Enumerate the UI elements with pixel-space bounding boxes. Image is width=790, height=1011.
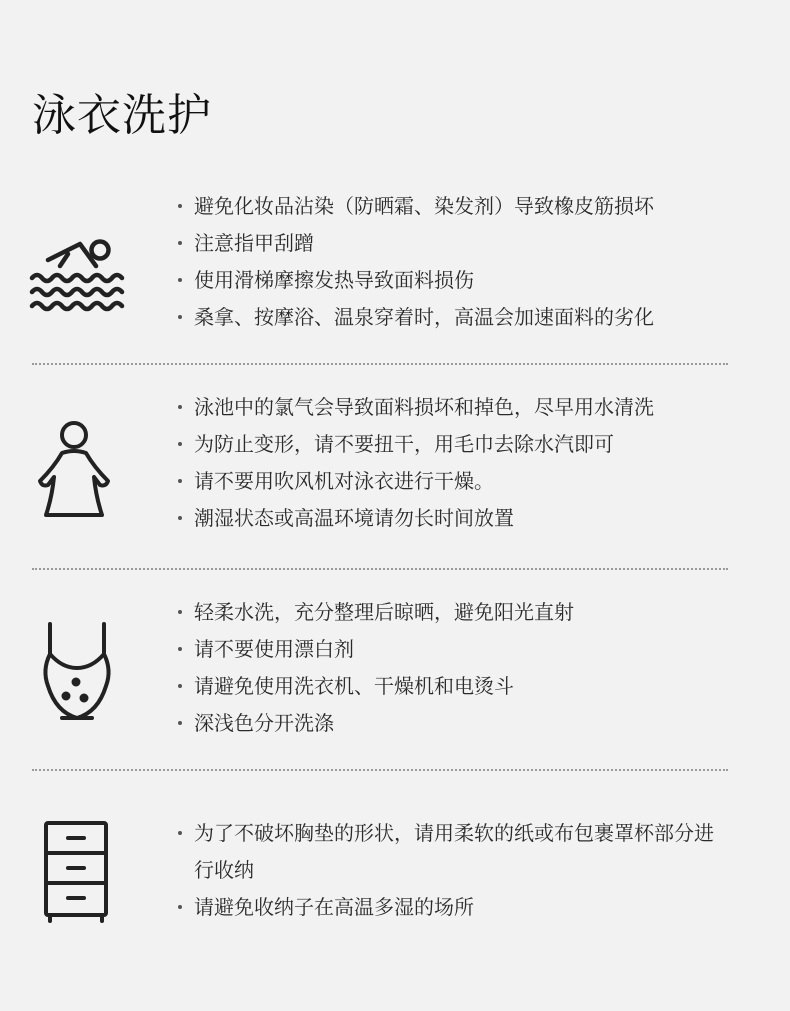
list-item: 桑拿、按摩浴、温泉穿着时，高温会加速面料的劣化 — [178, 299, 758, 336]
dotted-divider — [32, 363, 728, 365]
care-list — [178, 594, 758, 742]
list-item: 轻柔水洗，充分整理后晾晒，避免阳光直射 — [178, 594, 758, 631]
dotted-divider — [32, 568, 728, 570]
swimmer-icon — [22, 208, 132, 318]
list-item: 请不要用吹风机对泳衣进行干燥。 — [178, 463, 758, 500]
care-list — [178, 815, 758, 926]
drawer-cabinet-icon — [22, 817, 132, 927]
person-icon — [22, 411, 132, 521]
swimsuit-icon — [22, 614, 132, 724]
list-item: 潮湿状态或高温环境请勿长时间放置 — [178, 500, 758, 537]
list-item: 请避免收纳子在高温多湿的场所 — [178, 889, 758, 926]
list-item: 请避免使用洗衣机、干燥机和电烫斗 — [178, 668, 758, 705]
list-item: 避免化妆品沾染（防晒霜、染发剂）导致橡皮筋损坏 — [178, 188, 758, 225]
dotted-divider — [32, 769, 728, 771]
list-item: 为防止变形，请不要扭干，用毛巾去除水汽即可 — [178, 426, 758, 463]
list-item: 注意指甲刮蹭 — [178, 225, 758, 262]
page-title: 泳衣洗护 — [32, 90, 212, 141]
list-item: 深浅色分开洗涤 — [178, 705, 758, 742]
list-item: 泳池中的氯气会导致面料损坏和掉色，尽早用水清洗 — [178, 389, 758, 426]
list-item: 请不要使用漂白剂 — [178, 631, 758, 668]
list-item: 使用滑梯摩擦发热导致面料损伤 — [178, 262, 758, 299]
care-list — [178, 188, 758, 336]
care-list — [178, 389, 758, 537]
list-item: 为了不破坏胸垫的形状，请用柔软的纸或布包裹罩杯部分进行收纳 — [178, 815, 719, 889]
